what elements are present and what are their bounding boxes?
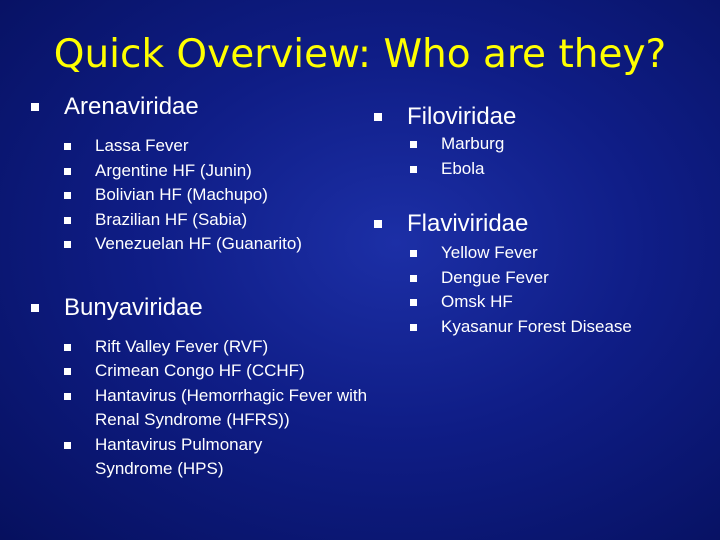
item-label: Hantavirus Pulmonary Syndrome (HPS): [95, 434, 263, 478]
list-item: [64, 433, 409, 482]
list-item: [64, 208, 424, 233]
group-title: Bunyaviridae: [64, 293, 203, 321]
list-item: [410, 266, 707, 291]
item-label: Venezuelan HF (Guanarito): [95, 234, 302, 253]
item-label: Kyasanur Forest Disease: [441, 316, 632, 336]
list-item: [64, 359, 409, 384]
left-column: [64, 92, 424, 482]
list-item: [410, 132, 707, 157]
list-item: [64, 232, 424, 257]
list-item: [410, 241, 707, 266]
item-label: Omsk HF: [441, 292, 513, 311]
right-column: [407, 102, 707, 339]
group-title: Flaviviridae: [407, 210, 529, 237]
item-label: Argentine HF (Junin): [95, 160, 252, 180]
group-filoviridae: [407, 102, 707, 181]
list-item: [64, 335, 409, 360]
item-label: Yellow Fever: [441, 243, 538, 262]
square-bullet-icon: [64, 241, 71, 248]
square-bullet-icon: [64, 368, 71, 375]
group-arenaviridae: [64, 92, 424, 257]
list-item: [64, 384, 409, 433]
square-bullet-icon: [410, 141, 417, 148]
list-item: [410, 290, 707, 315]
square-bullet-icon: [64, 168, 71, 175]
item-label: Dengue Fever: [441, 267, 549, 287]
square-bullet-icon: [64, 344, 71, 351]
item-label: Hantavirus (Hemorrhagic Fever with Renal Syndrome (HFRS)): [95, 385, 368, 429]
disease-list: [64, 134, 424, 257]
square-bullet-icon: [31, 304, 39, 312]
list-item: [64, 183, 424, 208]
item-label: Crimean Congo HF (CCHF): [95, 361, 305, 380]
square-bullet-icon: [64, 393, 71, 400]
list-item: [410, 315, 707, 340]
group-title: Filoviridae: [407, 103, 517, 130]
square-bullet-icon: [410, 299, 417, 306]
group-flaviviridae: [407, 209, 707, 339]
square-bullet-icon: [64, 442, 71, 449]
square-bullet-icon: [64, 217, 71, 224]
item-label: Marburg: [441, 134, 505, 153]
list-item: [64, 159, 424, 184]
item-label: Bolivian HF (Machupo): [95, 185, 268, 204]
square-bullet-icon: [410, 324, 417, 331]
group-heading: [64, 293, 424, 323]
disease-list: [407, 241, 707, 339]
group-heading: [407, 102, 707, 132]
item-label: Brazilian HF (Sabia): [95, 209, 248, 229]
list-item: [64, 134, 424, 159]
square-bullet-icon: [31, 103, 39, 111]
group-bunyaviridae: [64, 293, 424, 482]
item-label: Lassa Fever: [95, 136, 189, 155]
disease-list: [407, 132, 707, 181]
square-bullet-icon: [374, 220, 382, 228]
square-bullet-icon: [410, 275, 417, 282]
square-bullet-icon: [410, 250, 417, 257]
square-bullet-icon: [64, 143, 71, 150]
square-bullet-icon: [64, 192, 71, 199]
slide-title: Quick Overview: Who are they?: [53, 32, 667, 77]
group-heading: [407, 209, 707, 239]
group-title: Arenaviridae: [64, 93, 199, 120]
square-bullet-icon: [410, 166, 417, 173]
list-item: [410, 157, 707, 182]
item-label: Rift Valley Fever (RVF): [95, 336, 269, 356]
square-bullet-icon: [374, 113, 382, 121]
group-heading: [64, 92, 424, 122]
item-label: Ebola: [441, 158, 485, 178]
disease-list: [64, 335, 409, 482]
